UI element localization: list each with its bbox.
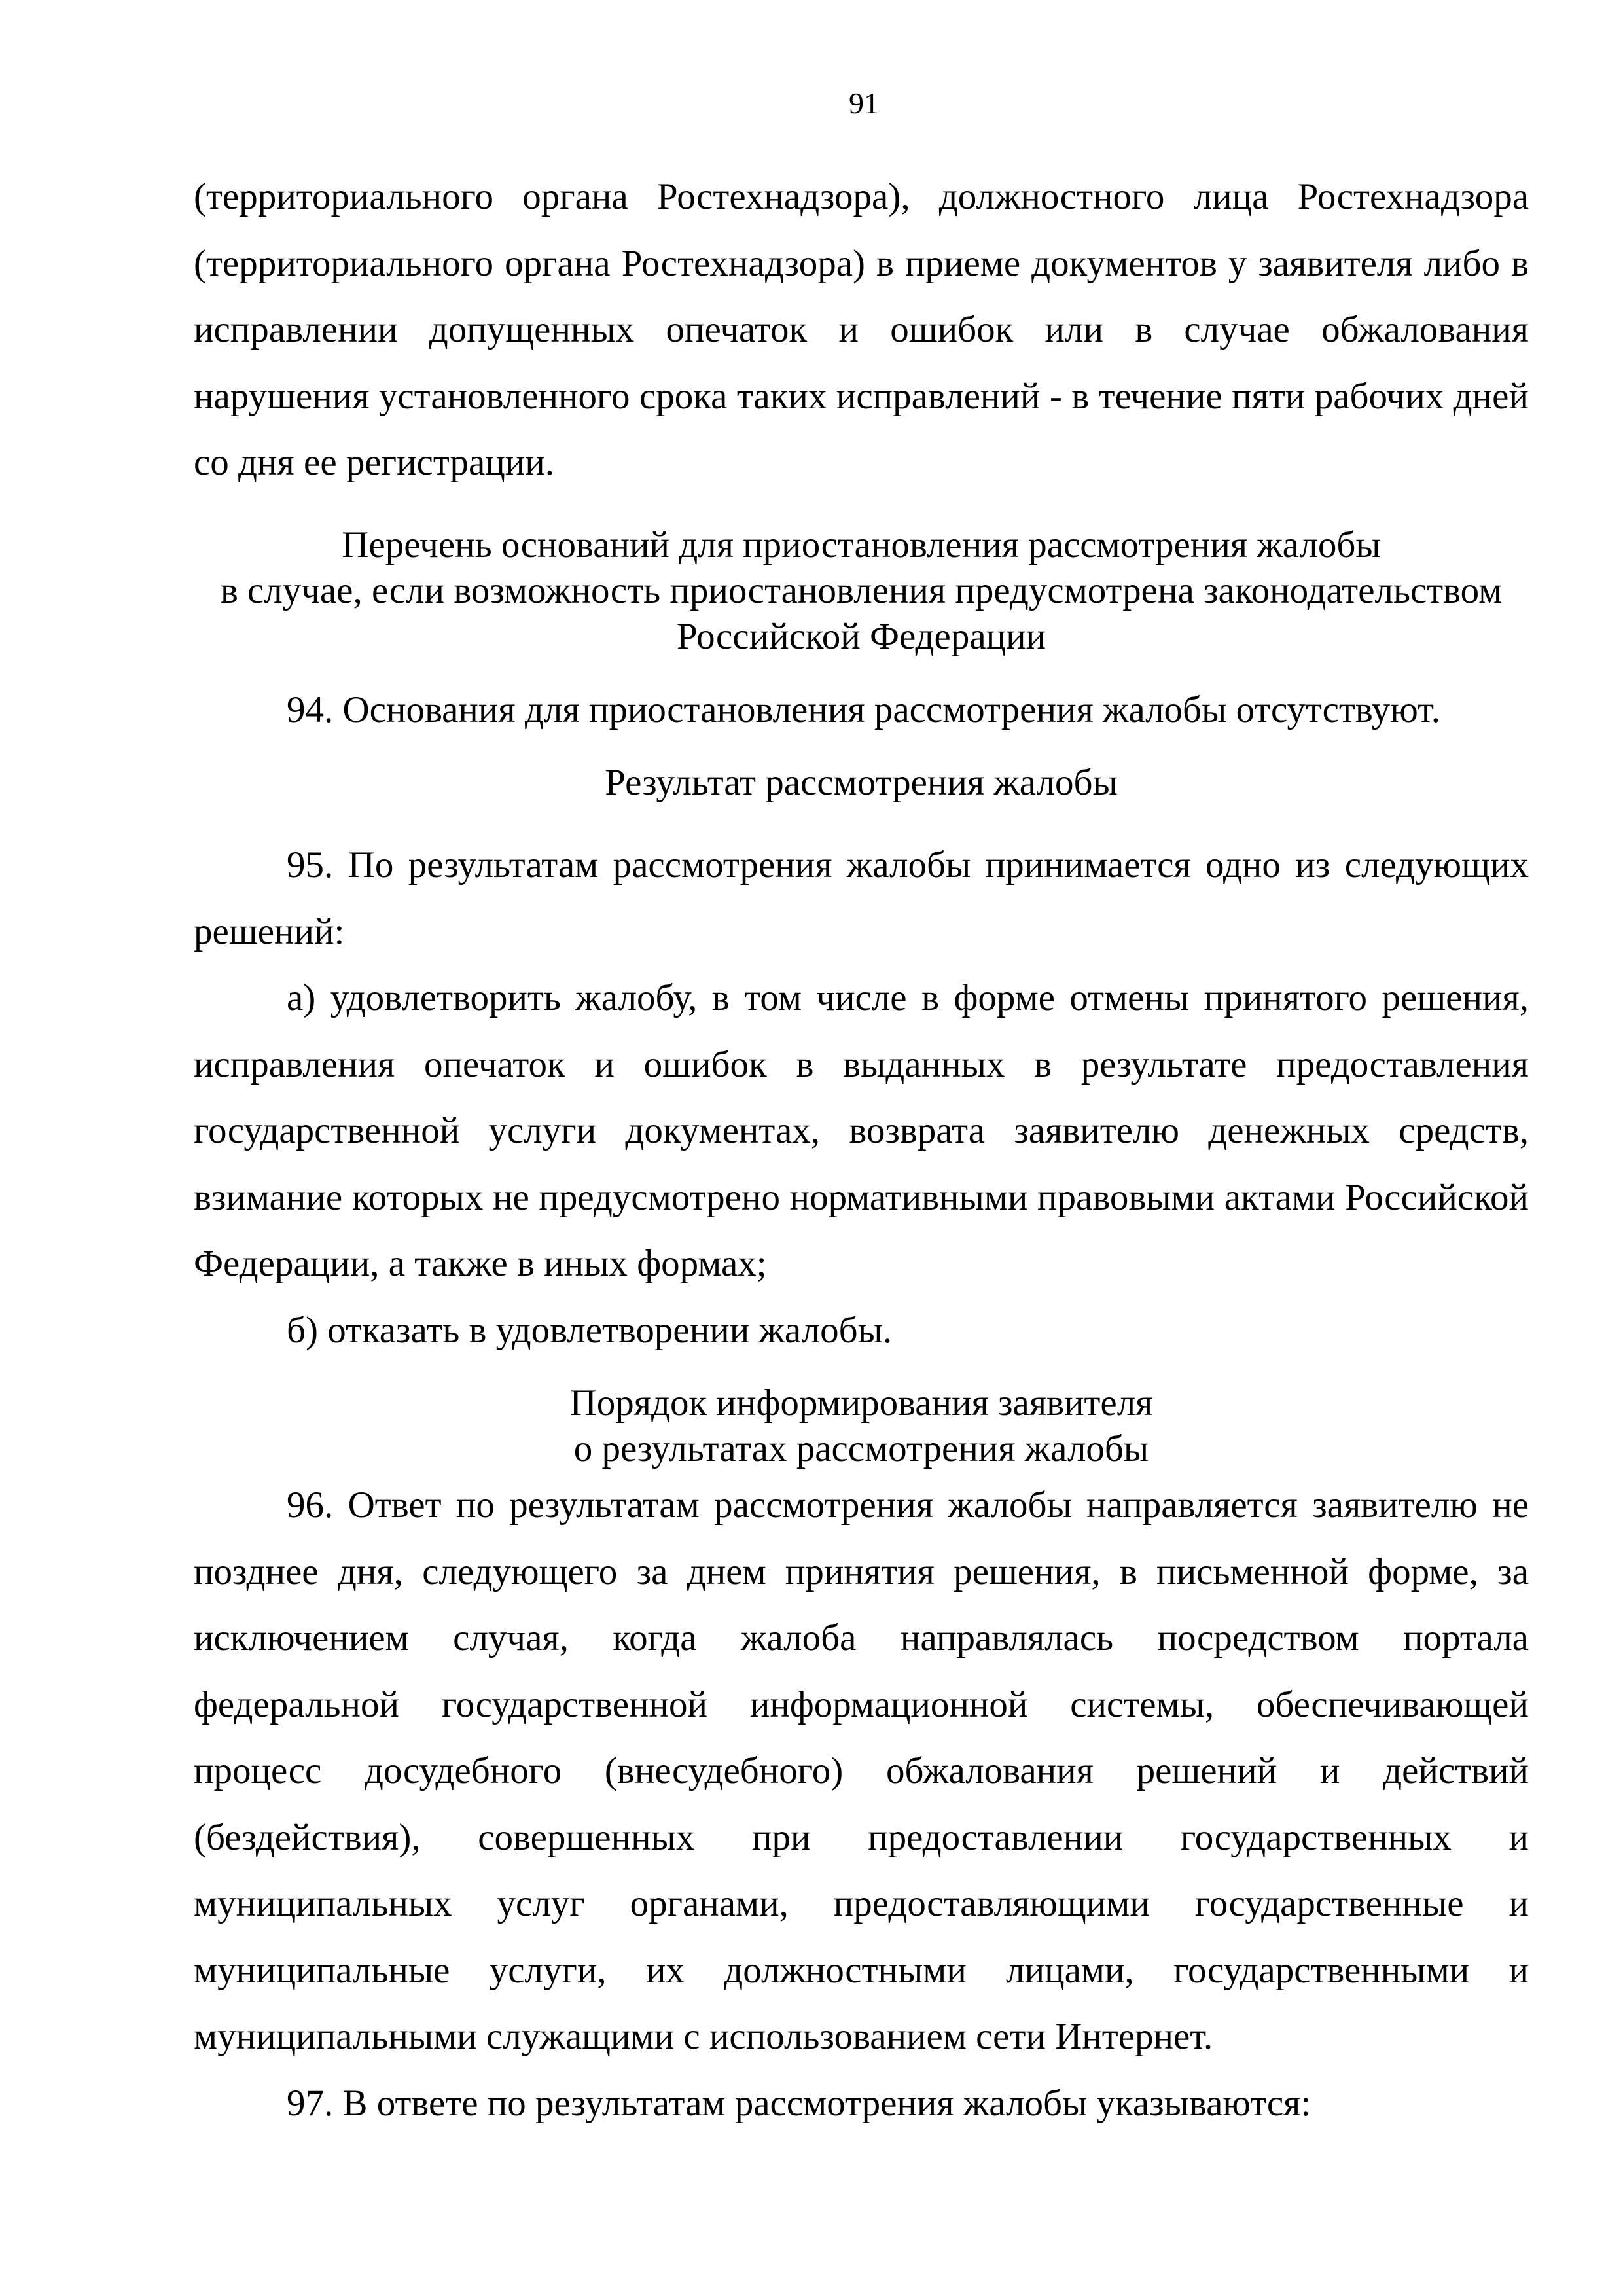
page-number: 91 <box>849 86 879 120</box>
item-94: 94. Основания для приостановления рассмотрения жалобы отсутствуют. <box>287 689 1440 730</box>
heading-suspension-line-2: в случае, если возможность приостановления предусмотрена законодательством <box>220 569 1503 611</box>
item-95-b: б) отказать в удовлетворении жалобы. <box>287 1309 893 1351</box>
item-97: 97. В ответе по результатам рассмотрения жалобы указываются: <box>287 2082 1311 2124</box>
continuation-paragraph: (территориального органа Ростехнадзора), должностного лица Ростехнадзора (территориального органа Ростехнадзора) в приеме документов у заявителя либо в исправлении допущенных опечаток и ошибок или в случае обжалования нарушения установленного срока таких исправлений - в течение пяти рабочих дней со дня ее регистрации. <box>194 176 1529 483</box>
heading-complaint-result: Результат рассмотрения жалобы <box>605 762 1118 803</box>
item-96: 96. Ответ по результатам рассмотрения жалобы направляется заявителю не позднее дня, следующего за днем принятия решения, в письменной форме, за исключением случая, когда жалоба направлялась посредством портала федеральной государственной информационной системы, обеспечивающей процесс досудебного (внесудебного) обжалования решений и действий (бездействия), совершенных при предоставлении государственных и муниципальных услуг органами, предоставляющими государственные и муниципальные услуги, их должностными лицами, государственными и муниципальными служащими с использованием сети Интернет. <box>194 1484 1529 2057</box>
document-body <box>194 164 1529 2136</box>
heading-inform-line-1: Порядок информирования заявителя <box>569 1382 1153 1424</box>
item-95-a: а) удовлетворить жалобу, в том числе в форме отмены принятого решения, исправления опечаток и ошибок в выданных в результате предоставления государственной услуги документах, возврата заявителю денежных средств, взимание которых не предусмотрено нормативными правовыми актами Российской Федерации, а также в иных формах; <box>194 977 1529 1284</box>
item-95: 95. По результатам рассмотрения жалобы принимается одно из следующих решений: <box>194 844 1529 952</box>
heading-suspension-grounds <box>194 522 1529 660</box>
heading-suspension-line-3: Российской Федерации <box>676 615 1046 657</box>
heading-suspension-line-1: Перечень оснований для приостановления рассмотрения жалобы <box>342 524 1381 565</box>
heading-informing-applicant <box>194 1380 1529 1472</box>
heading-inform-line-2: о результатах рассмотрения жалобы <box>573 1428 1149 1469</box>
